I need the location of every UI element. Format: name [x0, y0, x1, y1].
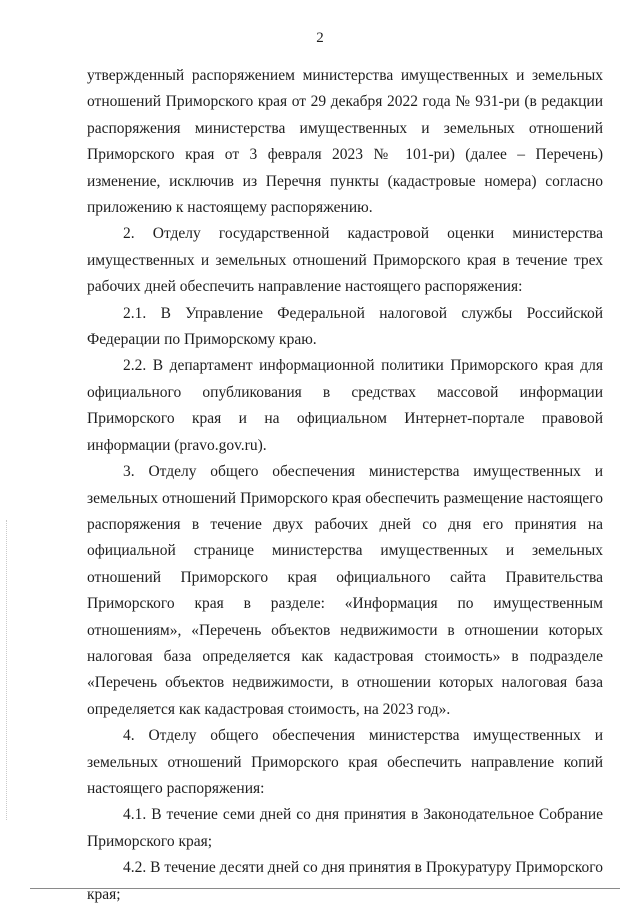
page-number: 2: [316, 30, 324, 46]
paragraph-perechen-continuation: утвержденный распоряжением министерства имущественных и земельных отношений Приморского края от 29 декабря 2022 года № 931-ри (в редакции распоряжения министерства имущественных и земельных отношений Приморского края от 3 февраля 2023 № 101-ри) (далее – Перечень) изменение, исключив из Перечня пункты (кадастровые номера) согласно приложению к настоящему распоряжению.: [87, 67, 603, 217]
paragraph-item-4-2: 4.2. В течение десяти дней со дня принятия в Прокуратуру Приморского края;: [87, 859, 603, 903]
bottom-scan-rule: [30, 888, 620, 889]
paragraph-item-2: 2. Отделу государственной кадастровой оценки министерства имущественных и земельных отношений Приморского края в течение трех рабочих дней обеспечить направление настоящего распоряжения:: [87, 225, 603, 296]
paragraph-item-4: 4. Отделу общего обеспечения министерства имущественных и земельных отношений Приморского края обеспечить направление копий настоящего распоряжения:: [87, 727, 603, 797]
document-body: [87, 63, 603, 908]
paragraph-item-3: 3. Отделу общего обеспечения министерства имущественных и земельных отношений Приморского края обеспечить размещение настоящего распоряжения в течение двух рабочих дней со дня его принятия на официальной странице министерства имущественных и земельных отношений Приморского края официального сайта Правительства Приморского края в разделе: «Информация по имущественным отношениям», «Перечень объектов недвижимости в отношении которых налоговая база определяется как кадастровая стоимость» в подразделе «Перечень объектов недвижимости, в отношении которых налоговая база определяется как кадастровая стоимость, на 2023 год».: [87, 463, 603, 718]
paragraph-item-4-1: 4.1. В течение семи дней со дня принятия в Законодательное Собрание Приморского края;: [87, 806, 603, 850]
paragraph-item-2-1: 2.1. В Управление Федеральной налоговой службы Российской Федерации по Приморскому краю.: [87, 304, 603, 349]
scan-margin-dots: [6, 520, 11, 820]
paragraph-item-2-2: 2.2. В департамент информационной политики Приморского края для официального опубликования в средствах массовой информации Приморского края и на официальном Интернет-портале правовой информации (pravo.gov.ru).: [87, 357, 603, 454]
